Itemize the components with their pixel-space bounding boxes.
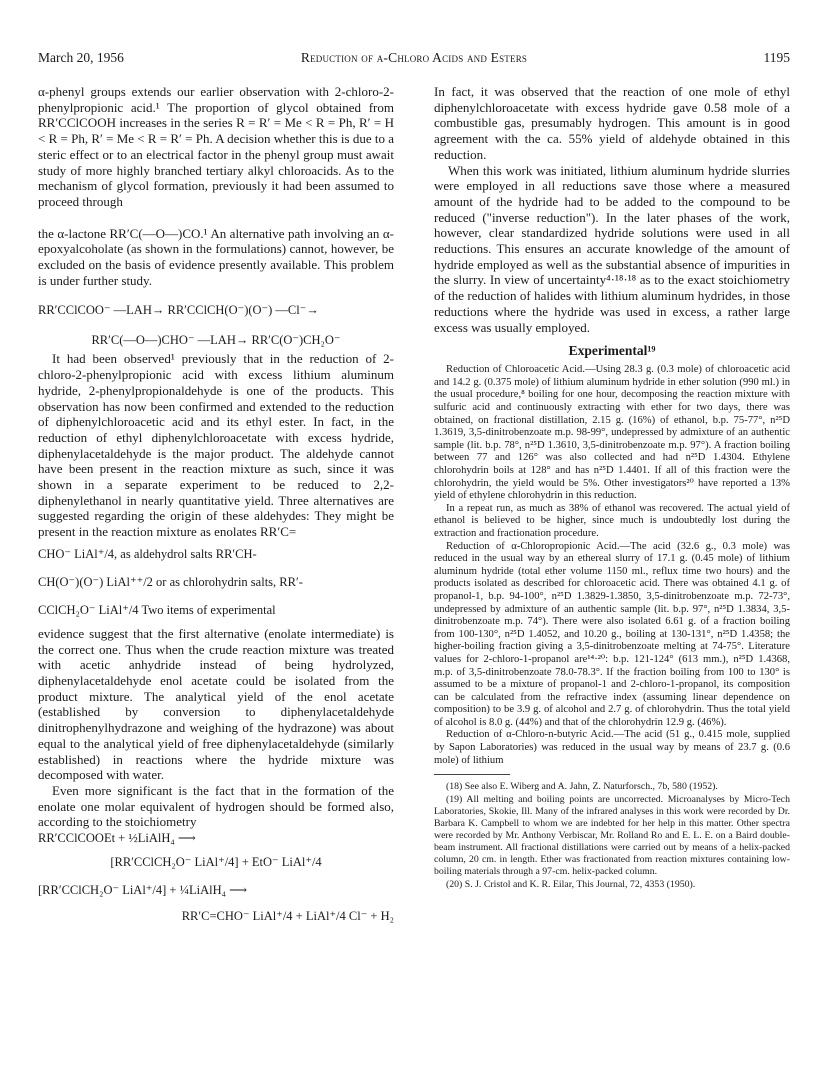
equation: [RR′CClCH₂O⁻ LiAl⁺/4] + ¼LiAlH₄ ⟶ bbox=[38, 883, 247, 898]
paragraph: evidence suggest that the first alternative (enolate intermediate) is the correct one. Thus when the crude reaction mixture was treated with acetic anhydride instead of being hydrolyzed, diphenylacetaldehyde enol acetate could be isolated from the product mixture. The analytical yield of the enol acetate (established by conversion to diphenylacetaldehyde dinitrophenylhydrazone and weighing of the hydrazone) was about equal to the analytical yield of free diphenylacetaldehyde (similarly established) in reactions where the hydride mixture was decomposed with water. bbox=[38, 625, 394, 783]
experimental-paragraph: Reduction of Chloroacetic Acid.—Using 28.3 g. (0.3 mole) of chloroacetic acid and 14.2 g. (0.375 mole) of lithium aluminum hydride in ether solution (990 ml.) in the usual procedure,⁸ boiling for one hour, decomposing the reaction mixture with sulfuric acid and continuously extracting with ether for two days, there was obtained, on fractional distillation, 2.15 g. (16%) of ethanol, b.p. 75-77°, n²⁵D 1.3619, 3,5-dinitrobenzoate m.p. 98-99°, undepressed by admixture of an authentic sample (lit. b.p. 78°, n²⁵D 1.3610, 3,5-dinitrobenzoate m.p. 97°). A fraction boiling between 77 and 126° was also collected and had n²⁵D 1.4304. Ethylene chlorohydrin boils at 128° and has n²⁵D 1.4401. If all of this fraction were the chlorohydrin, the yield would be 5%. Other investigators²⁰ have reported a 13% yield of ethylene chlorohydrin in this reduction. bbox=[434, 364, 790, 502]
reaction-scheme: RR′CClCOO⁻ —LAH→ RR′CClCH(O⁻)(O⁻) —Cl⁻→ bbox=[38, 303, 319, 318]
experimental-paragraph: In a repeat run, as much as 38% of ethanol was recovered. The actual yield of ethanol is believed to be higher, since much is undoubtedly lost during the extraction and fractionation procedure. bbox=[434, 502, 790, 539]
equation: RR′CClCOOEt + ½LiAlH₄ ⟶ bbox=[38, 831, 196, 846]
header-date: March 20, 1956 bbox=[38, 50, 124, 65]
running-header bbox=[38, 50, 790, 68]
equation: [RR′CClCH₂O⁻ LiAl⁺/4] + EtO⁻ LiAl⁺/4 bbox=[110, 855, 322, 870]
paragraph: When this work was initiated, lithium aluminum hydride slurries were employed in all reductions save those where a measured amount of the hydride had to be added to the compound to be reduced ("inverse reduction"). In the later phases of the work, however, clear standardized hydride solutions were used in all reductions. This ensures an accurate knowledge of the amount of hydride employed as well as the substantial absence of impurities in the slurry. In view of uncertainty⁴·¹⁸·¹⁸ as to the exact stoichiometry of the reduction of halides with lithium aluminum hydrides, in those reductions where the hydride was used in excess, a rather large excess was usually employed. bbox=[434, 162, 790, 335]
inline-formula: CHO⁻ LiAl⁺/4, as aldehydrol salts RR′CH- bbox=[38, 546, 257, 561]
paragraph: In fact, it was observed that the reaction of one mole of ethyl diphenylchloroacetate with excess hydride gave 0.58 mole of a combustible gas, presumably hydrogen. This amount is in good agreement with the ca. 55% yield of aldehyde obtained in this reduction. bbox=[434, 84, 790, 162]
equation: RR′C=CHO⁻ LiAl⁺/4 + LiAl⁺/4 Cl⁻ + H₂ bbox=[181, 909, 394, 924]
footnote: (19) All melting and boiling points are uncorrected. Microanalyses by Micro-Tech Laboratories, Skokie, Ill. Many of the infrared analyses in this work were recorded by Dr. Barbara K. Campbell to whom we are indebted for her help in this matter. Other spectra were recorded by Mr. Anthony Verbiscar, Mr. Rolland Ro and E. L. E. on a Baird double-beam instrument. All fractional distillations were carried out by means of a helix-packed column, 20 cm. in length. Ether was fractionated from reaction mixtures containing low-boiling materials through a 97-cm. helix-packed column. bbox=[434, 794, 790, 877]
paragraph: It had been observed¹ previously that in the reduction of 2-chloro-2-phenylpropionic acid with excess lithium aluminum hydride, 2-phenylpropionaldehyde is one of the products. This observation has now been confirmed and extended to the reduction of diphenylchloroacetic acid and its ethyl ester. In fact, in the reduction of ethyl diphenylchloroacetate with excess hydride, diphenylacetaldehyde is the major product. The aldehyde cannot have been present in the reaction mixture as such, since it was shown in a separate experiment to be reduced to 2,2-diphenylethanol in nearly quantitative yield. Three alternatives are suggested regarding the origin of these aldehydes: They might be present in the reaction mixture as enolates RR′C= bbox=[38, 351, 394, 540]
experimental-paragraph: Reduction of α-Chloropropionic Acid.—The acid (32.6 g., 0.3 mole) was reduced in the usual way by an ethereal slurry of 17.1 g. (0.45 mole) of lithium aluminum hydride (total ether volume 1150 ml., reflux time two hours) and the products isolated as described for chloroacetic acid. There was obtained 4.1 g. of propanol-1, b.p. 94-100°, n²⁵D 1.3829-1.3850, 3,5-dinitrobenzoate m.p. 72-73°, undepressed by admixture of an authentic sample (lit. b.p. 97°, n²⁵D 1.3834, 3,5-dinitrobenzoate m.p. 74°). There were also isolated 6.61 g. of a fraction boiling from 100-130°, n²⁵D 1.4052, and 10.20 g., boiling at 130-131°, n²⁵D 1.4358; the higher-boiling fraction giving a 3,5-dinitrobenzoate melting at 74-75°. Literature values for 2-chloro-1-propanol are¹⁴·²⁰: b.p. 121-124° (613 mm.), n²⁵D 1.4368, m.p. of 3,5-dinitrobenzoate 78.0-78.3°. If the fraction boiling from 100 to 130° is assumed to be a mixture of propanol-1 and 2-chloro-1-propanol, its composition can be calculated from the refractive index (assuming linear dependence on composition) to be 3.9 g. of alcohol and 2.7 g. of chlorohydrin. Thus the total yield of alcohol is 8.0 g. (44%) and that of the chlorohydrin 12.9 g. (46%). bbox=[434, 540, 790, 728]
right-column bbox=[434, 84, 790, 891]
section-heading: Experimental¹⁹ bbox=[568, 343, 656, 359]
header-title: Reduction of α-Chloro Acids and Esters bbox=[300, 50, 528, 65]
footnote-divider bbox=[434, 774, 510, 775]
left-column bbox=[38, 84, 394, 924]
paragraph: the α-lactone RR′C(—O—)CO.¹ An alternative path involving an α-epoxyalcoholate (as shown in the formulations) cannot, however, be excluded on the basis of evidence presently available. This problem is under further study. bbox=[38, 225, 394, 288]
inline-formula: CClCH₂O⁻ LiAl⁺/4 Two items of experimental bbox=[38, 602, 276, 617]
experimental-paragraph: Reduction of α-Chloro-n-butyric Acid.—The acid (51 g., 0.415 mole, supplied by Sapon Laboratories) was reduced in the usual way by means of 23.7 g. (0.6 mole) of lithium bbox=[434, 729, 790, 766]
page-number: 1195 bbox=[763, 50, 790, 65]
inline-formula: CH(O⁻)(O⁻) LiAl⁺⁺/2 or as chlorohydrin salts, RR′- bbox=[38, 574, 303, 589]
footnote: (20) S. J. Cristol and K. R. Eilar, This Journal, 72, 4353 (1950). bbox=[446, 878, 696, 890]
paragraph: α-phenyl groups extends our earlier observation with 2-chloro-2-phenylpropionic acid.¹ The proportion of glycol obtained from RR′CClCOOH increases in the series R = R′ = Me < R = Ph, R′ = H < R = Ph, R′ = Me < R = R′ = Ph. A decision whether this is due to a steric effect or to an electrical factor in the phenyl group must await study of more highly branched tertiary alkyl chloroacids. As to the mechanism of glycol formation, previously it had been assumed to proceed through bbox=[38, 84, 394, 209]
footnote: (18) See also E. Wiberg and A. Jahn, Z. Naturforsch., 7b, 580 (1952). bbox=[446, 781, 718, 793]
paragraph: Even more significant is the fact that in the formation of the enolate one molar equivalent of hydrogen should be formed also, according to the stoichiometry bbox=[38, 782, 394, 830]
reaction-scheme: RR′C(—O—)CHO⁻ —LAH→ RR′C(O⁻)CH₂O⁻ bbox=[91, 333, 341, 348]
